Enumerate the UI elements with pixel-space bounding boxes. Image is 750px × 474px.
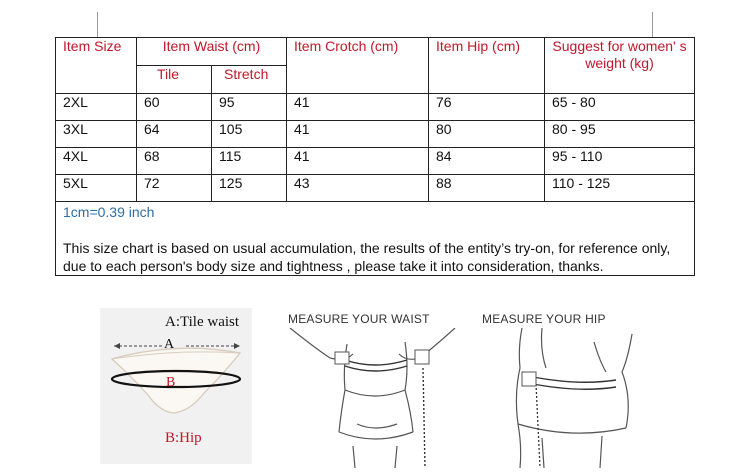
- cell-crotch: 41: [287, 121, 429, 148]
- cell-hip: 88: [429, 175, 545, 202]
- header-item-hip: Item Hip (cm): [429, 38, 545, 94]
- measure-hip-illustration: [482, 328, 652, 468]
- measure-waist-illustration: [285, 328, 460, 468]
- cell-weight: 110 - 125: [545, 175, 695, 202]
- header-suggested-weight: Suggest for women' s weight (kg): [545, 38, 695, 94]
- cell-hip: 84: [429, 148, 545, 175]
- header-item-waist: Item Waist (cm): [137, 38, 287, 66]
- unit-conversion-note: 1cm=0.39 inch: [63, 204, 155, 220]
- measure-hip-title: MEASURE YOUR HIP: [482, 312, 606, 326]
- cell-stretch: 125: [212, 175, 287, 202]
- cell-tile: 72: [137, 175, 212, 202]
- cell-size: 3XL: [56, 121, 137, 148]
- header-tile: Tile: [137, 66, 212, 94]
- table-row: [56, 175, 695, 202]
- cell-hip: 76: [429, 94, 545, 121]
- cell-tile: 64: [137, 121, 212, 148]
- crop-mark-right: [652, 12, 653, 38]
- cell-size: 4XL: [56, 148, 137, 175]
- cell-tile: 60: [137, 94, 212, 121]
- header-item-crotch: Item Crotch (cm): [287, 38, 429, 94]
- cell-size: 5XL: [56, 175, 137, 202]
- tile-waist-title: A:Tile waist: [165, 314, 240, 330]
- cell-crotch: 41: [287, 94, 429, 121]
- cell-stretch: 95: [212, 94, 287, 121]
- measure-waist-title: MEASURE YOUR WAIST: [288, 312, 430, 326]
- label-a: A: [164, 337, 175, 352]
- panty-diagram: [100, 333, 252, 428]
- header-item-size: Item Size: [56, 38, 137, 94]
- cell-weight: 80 - 95: [545, 121, 695, 148]
- cell-tile: 68: [137, 148, 212, 175]
- size-chart-disclaimer: This size chart is based on usual accumulation, the results of the entity’s try-on, for reference only, due to each person's body size and tightness , please take it into consideration, thanks.: [63, 240, 671, 274]
- notes-cell: [56, 202, 695, 276]
- size-chart-table: [55, 37, 695, 276]
- table-row: [56, 94, 695, 121]
- table-row: [56, 121, 695, 148]
- label-b: B: [166, 375, 176, 390]
- hip-caption: B:Hip: [165, 430, 202, 446]
- cell-crotch: 41: [287, 148, 429, 175]
- crop-mark-left: [97, 12, 98, 38]
- cell-stretch: 115: [212, 148, 287, 175]
- cell-weight: 95 - 110: [545, 148, 695, 175]
- header-stretch: Stretch: [212, 66, 287, 94]
- table-row: [56, 148, 695, 175]
- cell-weight: 65 - 80: [545, 94, 695, 121]
- cell-size: 2XL: [56, 94, 137, 121]
- cell-stretch: 105: [212, 121, 287, 148]
- cell-crotch: 43: [287, 175, 429, 202]
- cell-hip: 80: [429, 121, 545, 148]
